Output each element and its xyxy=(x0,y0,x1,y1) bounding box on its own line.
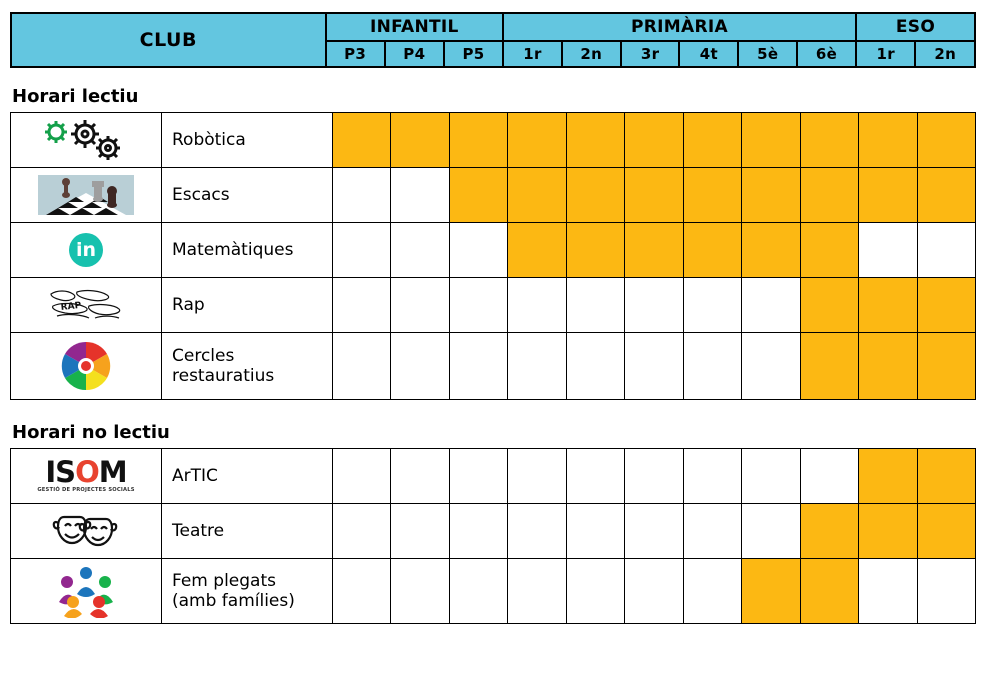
availability-cell xyxy=(917,168,975,223)
in-badge-glyph: in xyxy=(69,233,103,267)
availability-cell xyxy=(917,504,975,559)
availability-cell xyxy=(859,278,917,333)
availability-cell xyxy=(449,449,507,504)
availability-cell xyxy=(391,223,449,278)
header-col-p4: P4 xyxy=(385,41,444,67)
availability-cell xyxy=(449,333,507,400)
availability-cell xyxy=(508,559,566,624)
availability-cell xyxy=(859,504,917,559)
activity-name xyxy=(162,559,333,624)
availability-cell xyxy=(742,559,800,624)
availability-cell xyxy=(333,113,391,168)
table-row xyxy=(11,559,976,624)
availability-cell xyxy=(449,113,507,168)
availability-cell xyxy=(683,449,741,504)
in-badge-icon xyxy=(11,223,162,278)
header-col-p3: P3 xyxy=(326,41,385,67)
availability-cell xyxy=(566,223,624,278)
activity-name: ArTIC xyxy=(162,449,333,504)
availability-cell xyxy=(625,113,683,168)
availability-cell xyxy=(333,449,391,504)
availability-cell xyxy=(800,504,858,559)
availability-cell xyxy=(508,223,566,278)
header-col-eso-1r: 1r xyxy=(856,41,915,67)
activity-name-line-2: restauratius xyxy=(172,366,275,386)
availability-cell xyxy=(508,333,566,400)
table-row xyxy=(11,333,976,400)
activity-name xyxy=(162,333,333,400)
header-col-p5: P5 xyxy=(444,41,503,67)
header-group-eso: ESO xyxy=(856,13,975,41)
availability-cell xyxy=(566,559,624,624)
availability-cell xyxy=(800,113,858,168)
availability-cell xyxy=(917,113,975,168)
availability-cell xyxy=(800,168,858,223)
availability-cell xyxy=(917,449,975,504)
availability-cell xyxy=(742,113,800,168)
availability-cell xyxy=(391,278,449,333)
section-title-horari-no-lectiu: Horari no lectiu xyxy=(12,422,170,443)
availability-cell xyxy=(391,449,449,504)
availability-cell xyxy=(566,333,624,400)
availability-cell xyxy=(508,278,566,333)
isom-logo-icon xyxy=(11,449,162,504)
people-group-icon xyxy=(11,559,162,624)
availability-cell xyxy=(449,559,507,624)
table-row xyxy=(11,278,976,333)
availability-cell xyxy=(800,333,858,400)
activity-name: Teatre xyxy=(162,504,333,559)
activity-name: Matemàtiques xyxy=(162,223,333,278)
availability-cell xyxy=(683,223,741,278)
availability-cell xyxy=(625,333,683,400)
colorful-circle-icon xyxy=(11,333,162,400)
availability-cell xyxy=(800,449,858,504)
availability-cell xyxy=(391,113,449,168)
table-row xyxy=(11,113,976,168)
activity-name: Rap xyxy=(162,278,333,333)
availability-cell xyxy=(683,168,741,223)
availability-cell xyxy=(391,559,449,624)
availability-cell xyxy=(508,113,566,168)
availability-cell xyxy=(917,278,975,333)
table-horari-no-lectiu xyxy=(10,448,976,624)
availability-cell xyxy=(683,113,741,168)
svg-text:RAP: RAP xyxy=(60,300,82,313)
header-col-pri-6e: 6è xyxy=(797,41,856,67)
availability-cell xyxy=(333,559,391,624)
club-schedule-page xyxy=(0,12,982,673)
availability-cell xyxy=(391,504,449,559)
chess-board-icon xyxy=(11,168,162,223)
header-club-label: CLUB xyxy=(11,13,326,67)
table-row xyxy=(11,168,976,223)
availability-cell xyxy=(625,278,683,333)
table-horari-lectiu xyxy=(10,112,976,400)
schedule-header-table xyxy=(10,12,976,68)
header-group-infantil: INFANTIL xyxy=(326,13,503,41)
activity-name-line-1: Cercles xyxy=(172,345,235,366)
availability-cell xyxy=(449,278,507,333)
availability-cell xyxy=(566,504,624,559)
availability-cell xyxy=(859,559,917,624)
availability-cell xyxy=(625,223,683,278)
table-row xyxy=(11,504,976,559)
header-col-pri-4t: 4t xyxy=(679,41,738,67)
availability-cell xyxy=(508,504,566,559)
header-col-eso-2n: 2n xyxy=(915,41,975,67)
availability-cell xyxy=(566,278,624,333)
header-group-primaria: PRIMÀRIA xyxy=(503,13,856,41)
availability-cell xyxy=(625,504,683,559)
availability-cell xyxy=(508,449,566,504)
availability-cell xyxy=(333,223,391,278)
activity-name: Escacs xyxy=(162,168,333,223)
availability-cell xyxy=(449,504,507,559)
availability-cell xyxy=(508,168,566,223)
header-col-pri-3r: 3r xyxy=(621,41,680,67)
availability-cell xyxy=(859,449,917,504)
availability-cell xyxy=(800,278,858,333)
isom-logo-text: ISOM GESTIÓ DE PROJECTES SOCIALS xyxy=(37,455,135,494)
rap-graffiti-icon xyxy=(11,278,162,333)
availability-cell xyxy=(391,168,449,223)
header-col-pri-1r: 1r xyxy=(503,41,562,67)
activity-name-line-2: (amb famílies) xyxy=(172,591,295,611)
availability-cell xyxy=(566,449,624,504)
gears-icon xyxy=(11,113,162,168)
availability-cell xyxy=(625,449,683,504)
availability-cell xyxy=(859,113,917,168)
availability-cell xyxy=(742,333,800,400)
availability-cell xyxy=(800,223,858,278)
header-row-groups xyxy=(11,13,975,41)
activity-name-line-1: Fem plegats xyxy=(172,570,276,591)
availability-cell xyxy=(625,559,683,624)
availability-cell xyxy=(333,168,391,223)
availability-cell xyxy=(800,559,858,624)
availability-cell xyxy=(742,504,800,559)
availability-cell xyxy=(683,333,741,400)
availability-cell xyxy=(449,223,507,278)
availability-cell xyxy=(917,333,975,400)
availability-cell xyxy=(333,333,391,400)
availability-cell xyxy=(742,278,800,333)
header-col-pri-5e: 5è xyxy=(738,41,797,67)
table-row xyxy=(11,223,976,278)
header-col-pri-2n: 2n xyxy=(562,41,621,67)
availability-cell xyxy=(742,223,800,278)
availability-cell xyxy=(917,559,975,624)
availability-cell xyxy=(683,504,741,559)
availability-cell xyxy=(625,168,683,223)
availability-cell xyxy=(859,168,917,223)
availability-cell xyxy=(683,278,741,333)
availability-cell xyxy=(333,504,391,559)
availability-cell xyxy=(742,449,800,504)
availability-cell xyxy=(859,223,917,278)
availability-cell xyxy=(742,168,800,223)
section-title-horari-lectiu: Horari lectiu xyxy=(12,86,139,107)
availability-cell xyxy=(391,333,449,400)
table-row xyxy=(11,449,976,504)
availability-cell xyxy=(566,168,624,223)
availability-cell xyxy=(333,278,391,333)
availability-cell xyxy=(917,223,975,278)
theatre-masks-icon xyxy=(11,504,162,559)
availability-cell xyxy=(449,168,507,223)
activity-name: Robòtica xyxy=(162,113,333,168)
availability-cell xyxy=(683,559,741,624)
availability-cell xyxy=(566,113,624,168)
availability-cell xyxy=(859,333,917,400)
